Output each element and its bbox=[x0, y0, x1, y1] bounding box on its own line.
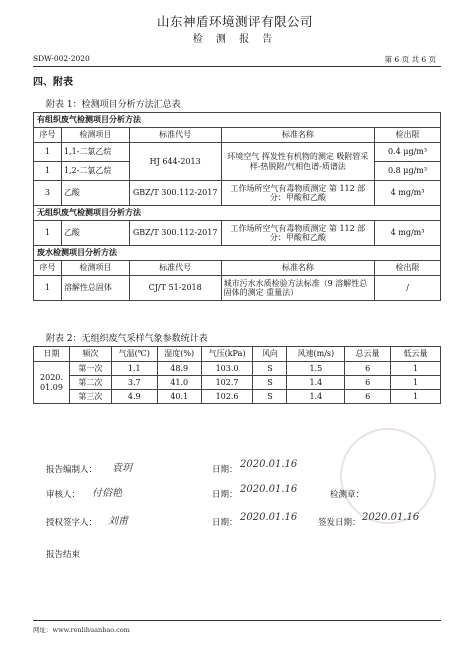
col-header: 总云量 bbox=[345, 347, 391, 362]
date-label: 日期： bbox=[212, 518, 238, 528]
row-no: 1 bbox=[34, 276, 62, 301]
cell-freq: 第二次 bbox=[69, 376, 111, 390]
row-standard: 工作场所空气有毒物质测定 第 112 部分：甲酸和乙酸 bbox=[221, 221, 375, 246]
footer-rule bbox=[33, 620, 441, 621]
section-unorganized: 无组织废气检测项目分析方法 bbox=[34, 206, 441, 221]
cell-temp: 4.9 bbox=[111, 390, 157, 404]
col-header: 湿度(%) bbox=[157, 347, 201, 362]
row-code: GBZ/T 300.112-2017 bbox=[129, 221, 221, 246]
sample-date: 2020. 01.09 bbox=[34, 362, 70, 404]
cell-total: 6 bbox=[345, 390, 391, 404]
approver-signature: 刘甫 bbox=[108, 516, 128, 527]
row-standard: 环境空气 挥发性有机物的测定 吸附管采样-热脱附/气相色谱-质谱法 bbox=[221, 143, 375, 181]
date-label: 日期： bbox=[212, 465, 238, 475]
cell-speed: 1.4 bbox=[287, 390, 345, 404]
review-date: 2020.01.16 bbox=[240, 484, 298, 495]
col-header: 频次 bbox=[69, 347, 111, 362]
col-header: 标准名称 bbox=[221, 261, 375, 276]
row-limit: 0.8 μg/m³ bbox=[375, 162, 441, 181]
col-header: 气压(kPa) bbox=[201, 347, 253, 362]
reviewer-label: 审核人： bbox=[46, 490, 81, 500]
row-item: 溶解性总固体 bbox=[61, 276, 129, 301]
cell-freq: 第一次 bbox=[69, 362, 111, 376]
col-header: 风向 bbox=[253, 347, 287, 362]
cell-low: 1 bbox=[391, 362, 441, 376]
cell-speed: 1.5 bbox=[287, 362, 345, 376]
row-no: 1 bbox=[34, 143, 62, 162]
official-stamp bbox=[340, 428, 436, 524]
row-code: GBZ/T 300.112-2017 bbox=[129, 181, 221, 206]
col-header: 低云量 bbox=[391, 347, 441, 362]
cell-hum: 48.9 bbox=[157, 362, 201, 376]
cell-low: 1 bbox=[391, 376, 441, 390]
section-wastewater: 废水检测项目分析方法 bbox=[34, 246, 441, 261]
stamp-label: 检测章： bbox=[330, 490, 365, 500]
row-limit: / bbox=[375, 276, 441, 301]
col-header: 检出限 bbox=[375, 128, 441, 143]
col-header: 检出限 bbox=[375, 261, 441, 276]
page-number: 第 6 页 共 6 页 bbox=[384, 55, 436, 64]
row-standard: 工作场所空气有毒物质测定 第 112 部分：甲酸和乙酸 bbox=[221, 181, 375, 206]
weather-table bbox=[33, 346, 441, 404]
cell-temp: 3.7 bbox=[111, 376, 157, 390]
cell-speed: 1.4 bbox=[287, 376, 345, 390]
col-header: 气温(℃) bbox=[111, 347, 157, 362]
cell-press: 103.0 bbox=[201, 362, 253, 376]
cell-total: 6 bbox=[345, 362, 391, 376]
row-limit: 0.4 μg/m³ bbox=[375, 143, 441, 162]
row-item: 乙酸 bbox=[61, 181, 129, 206]
approve-date: 2020.01.16 bbox=[240, 512, 298, 523]
document-title: 检 测 报 告 bbox=[192, 34, 278, 45]
row-code: CJ/T 51-2018 bbox=[129, 276, 221, 301]
approver-label: 授权签字人： bbox=[46, 518, 98, 528]
row-no: 1 bbox=[34, 162, 62, 181]
section-organized: 有组织废气检测项目分析方法 bbox=[34, 113, 441, 128]
cell-dir: S bbox=[253, 390, 287, 404]
row-no: 3 bbox=[34, 181, 62, 206]
preparer-signature: 袁玥 bbox=[112, 463, 132, 474]
header-rule bbox=[33, 66, 441, 67]
table2-title: 附表 2：无组织废气采样气象参数统计表 bbox=[46, 334, 208, 344]
col-header: 日期 bbox=[34, 347, 70, 362]
col-header: 检测项目 bbox=[61, 128, 129, 143]
col-header: 序号 bbox=[34, 128, 62, 143]
col-header: 风速(m/s) bbox=[287, 347, 345, 362]
row-limit: 4 mg/m³ bbox=[375, 221, 441, 246]
cell-press: 102.7 bbox=[201, 376, 253, 390]
cell-dir: S bbox=[253, 376, 287, 390]
issue-date-label: 签发日期： bbox=[318, 518, 361, 528]
col-header: 标准名称 bbox=[221, 128, 375, 143]
cell-press: 102.6 bbox=[201, 390, 253, 404]
issue-date: 2020.01.16 bbox=[362, 512, 420, 523]
cell-hum: 41.0 bbox=[157, 376, 201, 390]
row-no: 1 bbox=[34, 221, 62, 246]
company-name: 山东神盾环境测评有限公司 bbox=[156, 14, 313, 29]
preparer-label: 报告编制人： bbox=[46, 465, 98, 475]
document-id: SDW-002-2020 bbox=[33, 54, 90, 63]
col-header: 标准代号 bbox=[129, 261, 221, 276]
row-item: 1,1-二氯乙烷 bbox=[61, 143, 129, 162]
prep-date: 2020.01.16 bbox=[240, 459, 298, 470]
cell-low: 1 bbox=[391, 390, 441, 404]
row-item: 乙酸 bbox=[61, 221, 129, 246]
col-header: 检测项目 bbox=[61, 261, 129, 276]
cell-hum: 40.1 bbox=[157, 390, 201, 404]
footer-url: 网址：www.renlihuanbao.com bbox=[33, 626, 130, 634]
row-standard: 城市污水水质检验方法标准（9 溶解性总固体的测定 重量法） bbox=[221, 276, 375, 301]
cell-freq: 第三次 bbox=[69, 390, 111, 404]
date-label: 日期： bbox=[212, 490, 238, 500]
row-code: HJ 644-2013 bbox=[129, 143, 221, 181]
method-table bbox=[33, 112, 441, 301]
col-header: 标准代号 bbox=[129, 128, 221, 143]
reviewer-signature: 付俗艳 bbox=[92, 488, 122, 499]
cell-dir: S bbox=[253, 362, 287, 376]
row-limit: 4 mg/m³ bbox=[375, 181, 441, 206]
section-heading: 四、附表 bbox=[33, 77, 73, 88]
row-item: 1,2-二氯乙烷 bbox=[61, 162, 129, 181]
cell-total: 6 bbox=[345, 376, 391, 390]
col-header: 序号 bbox=[34, 261, 62, 276]
table1-title: 附表 1：检测项目分析方法汇总表 bbox=[46, 100, 181, 110]
cell-temp: 1.1 bbox=[111, 362, 157, 376]
report-end: 报告结束 bbox=[46, 550, 81, 560]
